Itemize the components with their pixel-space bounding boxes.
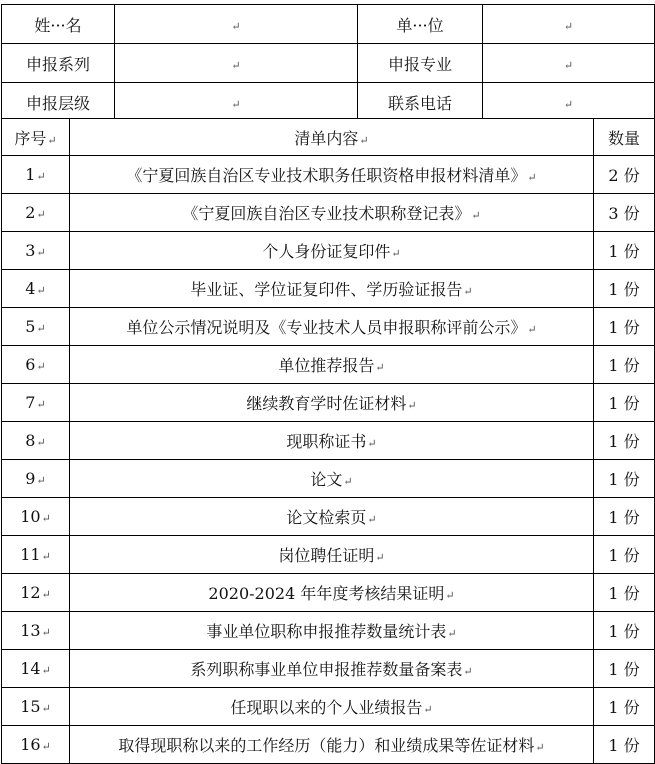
list-header-row	[2, 119, 655, 156]
row-item: 事业单位职称申报推荐数量统计表↵	[70, 612, 594, 650]
list-row	[2, 688, 655, 726]
row-number: 6↵	[2, 346, 70, 384]
phone-value-cell[interactable]: ↵	[483, 83, 655, 122]
list-body	[2, 156, 655, 764]
name-label: 姓···名	[2, 5, 115, 44]
row-number: 9↵	[2, 460, 70, 498]
row-item: 2020-2024 年年度考核结果证明↵	[70, 574, 594, 612]
col-header-qty: 数量	[594, 119, 655, 156]
row-item: 论文检索页↵	[70, 498, 594, 536]
row-item: 继续教育学时佐证材料↵	[70, 384, 594, 422]
row-number: 13↵	[2, 612, 70, 650]
list-row	[2, 536, 655, 574]
materials-list-table	[1, 118, 655, 764]
row-item: 论文↵	[70, 460, 594, 498]
row-quantity: 1 份	[594, 688, 655, 726]
list-row	[2, 156, 655, 194]
series-label: 申报系列	[2, 44, 115, 83]
row-number: 2↵	[2, 194, 70, 232]
row-number: 7↵	[2, 384, 70, 422]
list-row	[2, 650, 655, 688]
row-number: 5↵	[2, 308, 70, 346]
row-quantity: 1 份	[594, 498, 655, 536]
applicant-info-table	[1, 4, 655, 122]
list-row	[2, 194, 655, 232]
row-quantity: 1 份	[594, 232, 655, 270]
row-quantity: 1 份	[594, 308, 655, 346]
list-row	[2, 574, 655, 612]
info-row-name	[2, 5, 655, 44]
row-item: 《宁夏回族自治区专业技术职务任职资格申报材料清单》↵	[70, 156, 594, 194]
row-quantity: 1 份	[594, 726, 655, 764]
row-quantity: 2 份	[594, 156, 655, 194]
row-item: 个人身份证复印件↵	[70, 232, 594, 270]
major-label: 申报专业	[358, 44, 483, 83]
row-quantity: 1 份	[594, 384, 655, 422]
row-number: 15↵	[2, 688, 70, 726]
row-item: 现职称证书↵	[70, 422, 594, 460]
row-quantity: 1 份	[594, 574, 655, 612]
info-row-level	[2, 83, 655, 122]
row-item: 单位公示情况说明及《专业技术人员申报职称评前公示》↵	[70, 308, 594, 346]
row-number: 12↵	[2, 574, 70, 612]
list-row	[2, 384, 655, 422]
list-row	[2, 460, 655, 498]
level-value-cell[interactable]: ↵	[115, 83, 358, 122]
col-header-no: 序号↵	[2, 119, 70, 156]
list-row	[2, 346, 655, 384]
row-number: 14↵	[2, 650, 70, 688]
unit-value-cell[interactable]: ↵	[483, 5, 655, 44]
row-number: 1↵	[2, 156, 70, 194]
row-item: 单位推荐报告↵	[70, 346, 594, 384]
row-quantity: 3 份	[594, 194, 655, 232]
row-number: 11↵	[2, 536, 70, 574]
list-row	[2, 308, 655, 346]
phone-label: 联系电话	[358, 83, 483, 122]
list-row	[2, 498, 655, 536]
list-row	[2, 726, 655, 764]
row-number: 4↵	[2, 270, 70, 308]
row-quantity: 1 份	[594, 650, 655, 688]
row-number: 10↵	[2, 498, 70, 536]
row-item: 岗位聘任证明↵	[70, 536, 594, 574]
list-row	[2, 270, 655, 308]
list-row	[2, 232, 655, 270]
major-value-cell[interactable]: ↵	[483, 44, 655, 83]
row-quantity: 1 份	[594, 346, 655, 384]
name-value-cell[interactable]: ↵	[115, 5, 358, 44]
row-item: 《宁夏回族自治区专业技术职称登记表》↵	[70, 194, 594, 232]
row-item: 系列职称事业单位申报推荐数量备案表↵	[70, 650, 594, 688]
row-quantity: 1 份	[594, 536, 655, 574]
unit-label: 单···位	[358, 5, 483, 44]
row-quantity: 1 份	[594, 460, 655, 498]
list-row	[2, 612, 655, 650]
level-label: 申报层级	[2, 83, 115, 122]
row-number: 3↵	[2, 232, 70, 270]
row-number: 16↵	[2, 726, 70, 764]
list-row	[2, 422, 655, 460]
series-value-cell[interactable]: ↵	[115, 44, 358, 83]
row-number: 8↵	[2, 422, 70, 460]
info-row-series	[2, 44, 655, 83]
row-quantity: 1 份	[594, 422, 655, 460]
row-item: 任现职以来的个人业绩报告↵	[70, 688, 594, 726]
row-quantity: 1 份	[594, 270, 655, 308]
row-quantity: 1 份	[594, 612, 655, 650]
row-item: 取得现职称以来的工作经历（能力）和业绩成果等佐证材料↵	[70, 726, 594, 764]
col-header-content: 清单内容↵	[70, 119, 594, 156]
row-item: 毕业证、学位证复印件、学历验证报告↵	[70, 270, 594, 308]
